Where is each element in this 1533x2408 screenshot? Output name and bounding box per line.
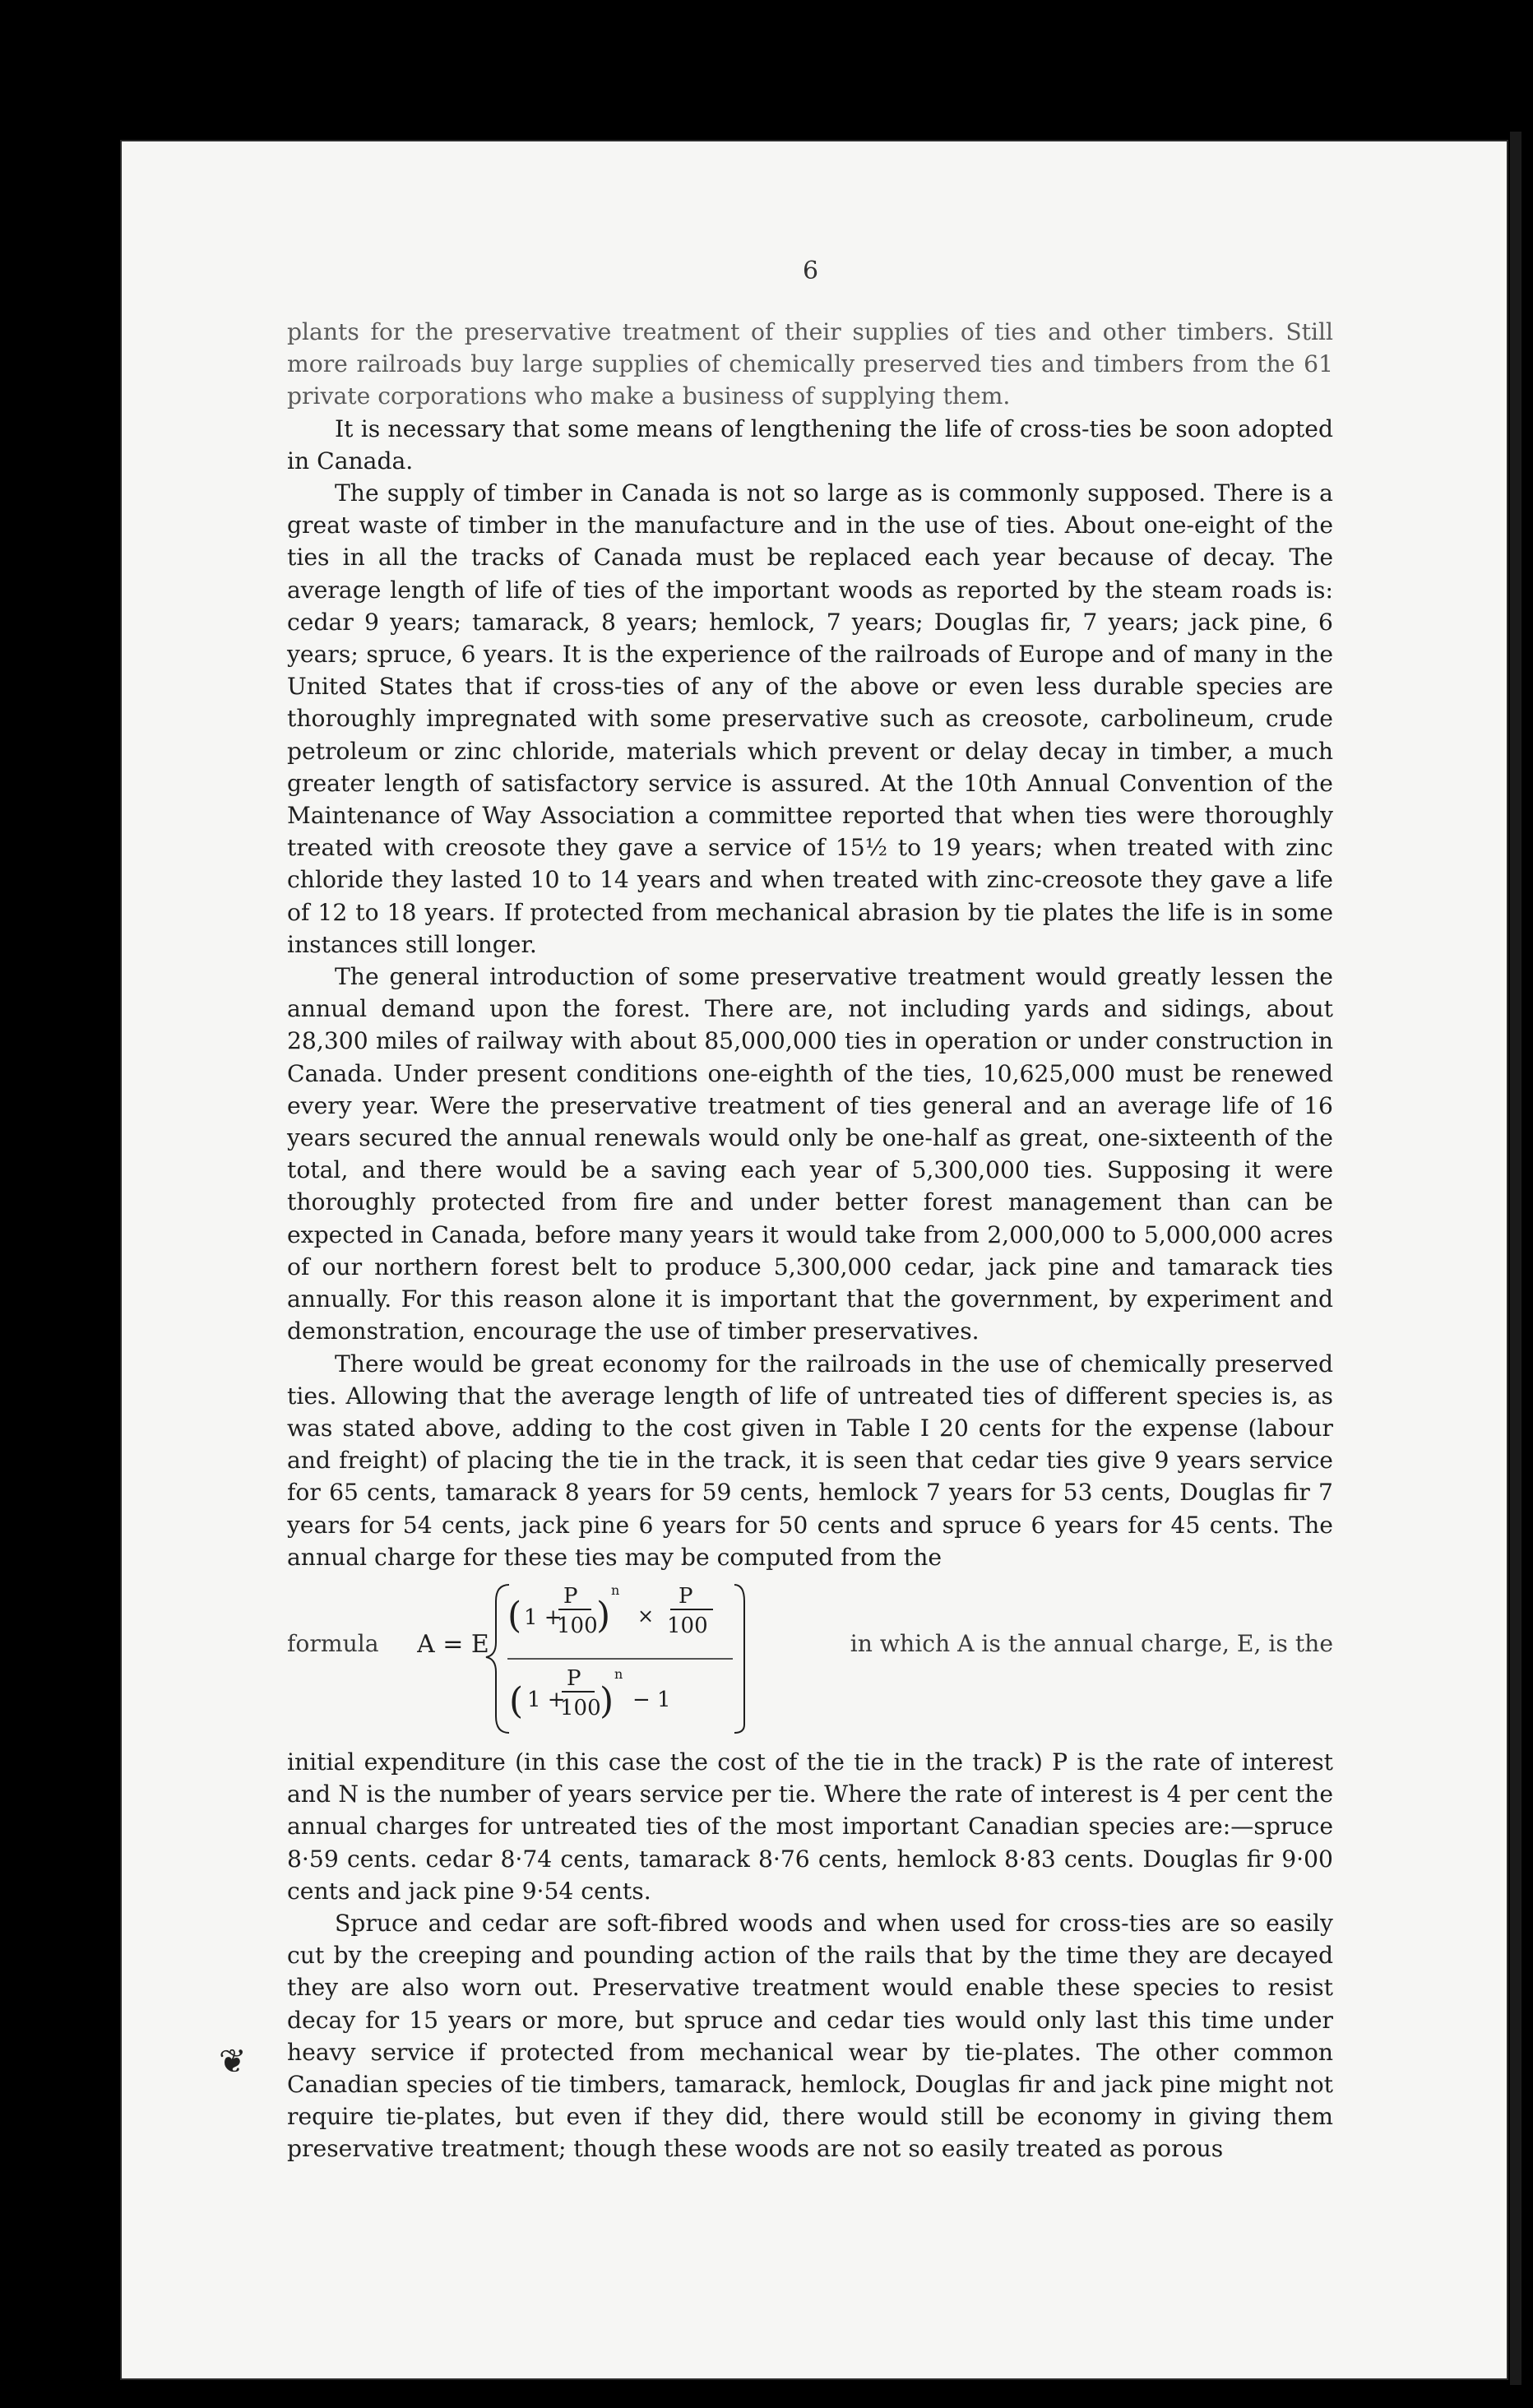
num-P: P (563, 1583, 578, 1609)
num-100: 100 (557, 1613, 598, 1638)
paragraph-5: There would be great economy for the railroads in the use of chemically preserved ties. Allowing that the average length of life of untreated ties of different species is, as was stated above, adding to the cost given in Table I 20 cents for the expense (labour and freight) of placing the tie in the track, it is seen that cedar ties give 9 years service for 65 cents, tamarack 8 years for 59 cents, hemlock 7 years for 53 cents, Douglas fir 7 years for 54 cents, jack pine 6 years for 50 cents and spruce 6 years for 45 cents. The annual charge for these ties may be computed from the (287, 1350, 1333, 1571)
rhs-100: 100 (667, 1613, 708, 1638)
formula-label: formula (287, 1629, 379, 1657)
margin-mark: ❦ (219, 2043, 247, 2081)
page-number: 6 (803, 257, 819, 285)
rhs-P: P (679, 1583, 693, 1609)
open-paren: ( (507, 1594, 522, 1637)
page-edge-shadow (1510, 132, 1521, 2385)
formula-expression (417, 1577, 746, 1741)
close-paren: ) (596, 1594, 611, 1637)
times-sign: × (637, 1604, 655, 1628)
den-open-paren: ( (509, 1679, 524, 1722)
paragraph-1: plants for the preservative treatment of their supplies of ties and other timbers. Still more railroads buy large supplies of chemically preserved ties and timbers from the 61 private corporations who make a business of supplying them. (287, 318, 1333, 410)
minus-one: − 1 (632, 1687, 671, 1712)
paragraph-6: initial expenditure (in this case the cost of the tie in the track) P is the rate of interest and N is the number of years service per tie. Where the rate of interest is 4 per cent the annual charges for untreated ties of the most important Canadian species are:—spruce 8·59 cents. cedar 8·74 cents, tamarack 8·76 cents, hemlock 8·83 cents. Douglas fir 9·00 cents and jack pine 9·54 cents. (287, 1748, 1333, 1905)
formula-description: in which A is the annual charge, E, is the (850, 1629, 1333, 1657)
num-one-plus: 1 + (524, 1605, 563, 1630)
formula-lhs: A = E (417, 1629, 489, 1659)
den-100: 100 (560, 1695, 601, 1720)
paragraph-7: Spruce and cedar are soft-fibred woods and when used for cross-ties are so easily cut by the creeping and pounding action of the rails that by the time they are decayed they are also worn out. Preservative treatment would enable these species to resist decay for 15 years or more, but spruce and cedar ties would only last this time under heavy service if protected from mechanical wear by tie-plates. The other common Canadian species of tie timbers, tamarack, hemlock, Douglas fir and jack pine might not require tie-plates, but even if they did, there would still be economy in giving them preservative treatment; though these woods are not so easily treated as porous (287, 1909, 1333, 2163)
paragraph-4: The general introduction of some preservative treatment would greatly lessen the annual demand upon the forest. There are, not including yards and sidings, about 28,300 miles of railway with about 85,000,000 ties in operation or under construction in Canada. Under present conditions one-eighth of the ties, 10,625,000 must be renewed every year. Were the preservative treatment of ties general and an average life of 16 years secured the annual renewals would only be one-half as great, one-sixteenth of the total, and there would be a saving each year of 5,300,000 ties. Supposing it were thoroughly protected from fire and under better forest management than can be expected in Canada, before many years it would take from 2,000,000 to 5,000,000 acres of our northern forest belt to produce 5,300,000 cedar, jack pine and tamarack ties annually. For this reason alone it is important that the government, by experiment and demonstration, encourage the use of timber preservatives. (287, 963, 1333, 1345)
annual-charge-formula (287, 1577, 1333, 1741)
den-close-paren: ) (600, 1679, 614, 1722)
den-exp-n: n (614, 1665, 623, 1682)
den-one-plus: 1 + (527, 1687, 566, 1712)
num-exp-n: n (611, 1581, 620, 1598)
paragraph-3: The supply of timber in Canada is not so large as is commonly supposed. There is a great waste of timber in the manufacture and in the use of ties. About one-eight of the ties in all the tracks of Canada must be replaced each year because of decay. The average length of life of ties of the important woods as reported by the steam roads is: cedar 9 years; tamarack, 8 years; hemlock, 7 years; Douglas fir, 7 years; jack pine, 6 years; spruce, 6 years. It is the experience of the railroads of Europe and of many in the United States that if cross-ties of any of the above or even less durable species are thoroughly impregnated with some preservative such as creosote, carbolineum, crude petroleum or zinc chloride, materials which prevent or delay decay in timber, a much greater length of satisfactory service is assured. At the 10th Annual Convention of the Maintenance of Way Association a committee reported that when ties were thoroughly treated with creosote they gave a service of 15½ to 19 years; when treated with zinc chloride they lasted 10 to 14 years and when treated with zinc-creosote they gave a life of 12 to 18 years. If protected from mechanical abrasion by tie plates the life is in some instances still longer. (287, 479, 1333, 958)
den-P: P (567, 1665, 581, 1691)
body-text (287, 316, 1333, 2165)
paragraph-2: It is necessary that some means of lengthening the life of cross-ties be soon adopted in Canada. (287, 414, 1333, 475)
